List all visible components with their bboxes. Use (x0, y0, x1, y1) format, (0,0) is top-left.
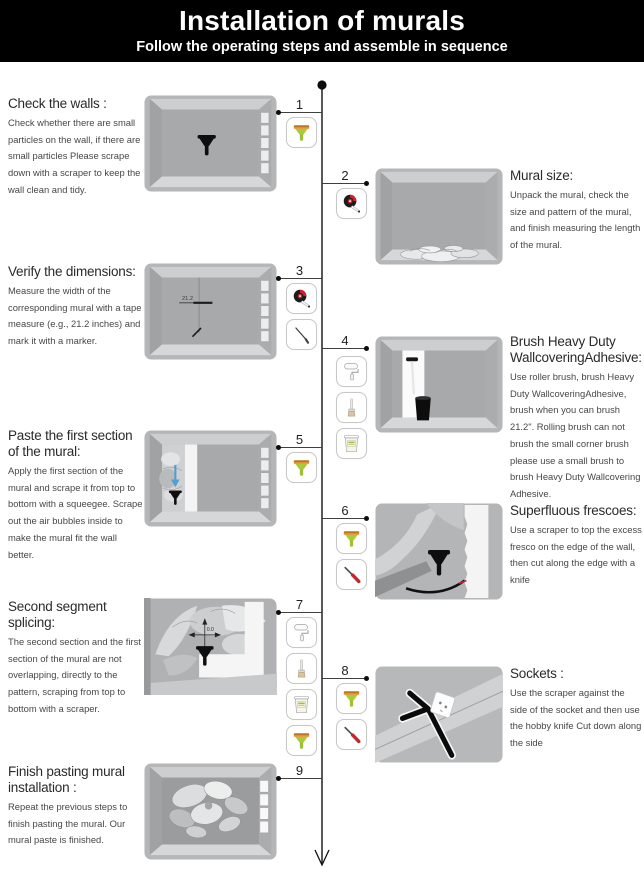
step-6-number: 6 (341, 503, 349, 518)
step-6-image (375, 503, 503, 600)
step-1-heading: Check the walls : (8, 96, 107, 111)
step-4-image (375, 336, 503, 433)
step-5-body: Apply the first section of the mural and scrape it from top to bottom with a squeegee. Scrape out the air bubbles inside to make the mural fit the wall better. (8, 464, 143, 560)
step-3-image (144, 263, 277, 360)
step-3-number: 3 (295, 263, 304, 278)
step-7-number: 7 (295, 597, 304, 612)
step-4-tools (336, 356, 367, 459)
step-1-body: Check whether there are small particles on the wall, if there are small particles Please scrape down with a scraper to keep the wall clean and tidy. (8, 116, 141, 195)
step-8-tools (336, 683, 367, 750)
seam-gap-label: 0.0 (206, 626, 214, 634)
marker-icon (286, 319, 317, 350)
step-6-connector (322, 503, 368, 519)
step-7-connector (277, 597, 322, 613)
step-4-heading: Brush Heavy Duty WallcoveringAdhesive: (510, 334, 642, 365)
step-7-text (8, 599, 145, 718)
roller-brush-icon (336, 356, 367, 387)
step-9-connector (277, 763, 322, 779)
step-4-body: Use roller brush, brush Heavy Duty WallcoveringAdhesive, brush when you can brush 21.2". Rolling brush can not brush the small corner brush please use a small brush to brush Heavy Duty Wallcovering Adhesive. (510, 370, 641, 499)
step-9-number: 9 (295, 763, 304, 778)
step-2-connector (322, 168, 368, 184)
step-6-heading: Superfluous frescoes: (510, 503, 637, 518)
measurement-label: 21.2 (182, 295, 194, 302)
step-9-text (8, 764, 145, 849)
step-7-heading: Second segment splicing: (8, 599, 107, 630)
step-8-body: Use the scraper against the side of the socket and then use the hobby knife Cut down along the side (510, 686, 642, 749)
step-3-tools (286, 283, 317, 350)
step-2-image (375, 168, 503, 265)
step-7-body: The second section and the first section of the mural are not overlapping, directly to the pattern, scraping from top to bottom with a scraper. (8, 635, 141, 714)
tape-measure-icon (286, 283, 317, 314)
header (0, 0, 644, 62)
step-6-body: Use a scraper to top the excess fresco on the edge of the wall, then cut along the edge with a knife (510, 523, 642, 586)
step-2-tools (336, 188, 367, 219)
step-1-text (8, 96, 145, 199)
step-2-body: Unpack the mural, check the size and pattern of the mural, and finish measuring the length of the mural. (510, 188, 641, 251)
step-9-image (144, 763, 277, 860)
step-8-number: 8 (341, 663, 349, 678)
step-1-number: 1 (295, 97, 304, 112)
small-brush-icon (286, 653, 317, 684)
step-2-text (510, 168, 643, 254)
step-8-text (510, 666, 643, 752)
step-1-image (144, 95, 277, 192)
adhesive-bucket-icon (336, 428, 367, 459)
step-5-heading: Paste the first section of the mural: (8, 428, 133, 459)
mural-edge-strip (465, 505, 489, 598)
scraper-icon (286, 725, 317, 756)
step-8-connector (322, 663, 368, 679)
step-8-image (375, 666, 503, 763)
step-5-tools (286, 452, 317, 483)
step-9-body: Repeat the previous steps to finish pasting the mural. Our mural paste is finished. (8, 800, 128, 846)
step-5-number: 5 (295, 432, 304, 447)
scraper-icon (286, 452, 317, 483)
step-2-number: 2 (341, 168, 349, 183)
step-4-number: 4 (341, 333, 349, 348)
step-6-tools (336, 523, 367, 590)
first-mural-strip (159, 445, 197, 512)
step-9-heading: Finish pasting mural installation : (8, 764, 125, 795)
step-5-connector (277, 432, 322, 448)
knife-icon (336, 559, 367, 590)
step-7-image (144, 598, 277, 695)
knife-icon (336, 719, 367, 750)
finished-flower-mural (162, 778, 259, 845)
small-brush-icon (336, 392, 367, 423)
scraper-icon (336, 683, 367, 714)
step-3-heading: Verify the dimensions: (8, 264, 136, 279)
step-5-text (8, 428, 145, 563)
step-5-image (144, 430, 277, 527)
step-2-heading: Mural size: (510, 168, 574, 183)
tape-measure-icon (336, 188, 367, 219)
step-4-connector (322, 333, 368, 349)
step-3-connector (277, 263, 322, 279)
page-subtitle: Follow the operating steps and assemble in sequence (136, 39, 508, 55)
step-3-text (8, 264, 145, 350)
roller-brush-icon (286, 617, 317, 648)
step-4-text (510, 334, 643, 503)
adhesive-bucket-glyph (415, 396, 431, 420)
step-8-heading: Sockets : (510, 666, 564, 681)
step-1-tools (286, 117, 317, 148)
adhesive-bucket-icon (286, 689, 317, 720)
scraper-icon (286, 117, 317, 148)
page-title: Installation of murals (179, 5, 465, 36)
step-1-connector (277, 97, 322, 113)
scraper-icon (336, 523, 367, 554)
step-7-tools (286, 617, 317, 756)
step-3-body: Measure the width of the corresponding mural with a tape measure (e.g., 21.2 inches) and mark it with a marker. (8, 284, 142, 347)
step-6-text (510, 503, 643, 589)
